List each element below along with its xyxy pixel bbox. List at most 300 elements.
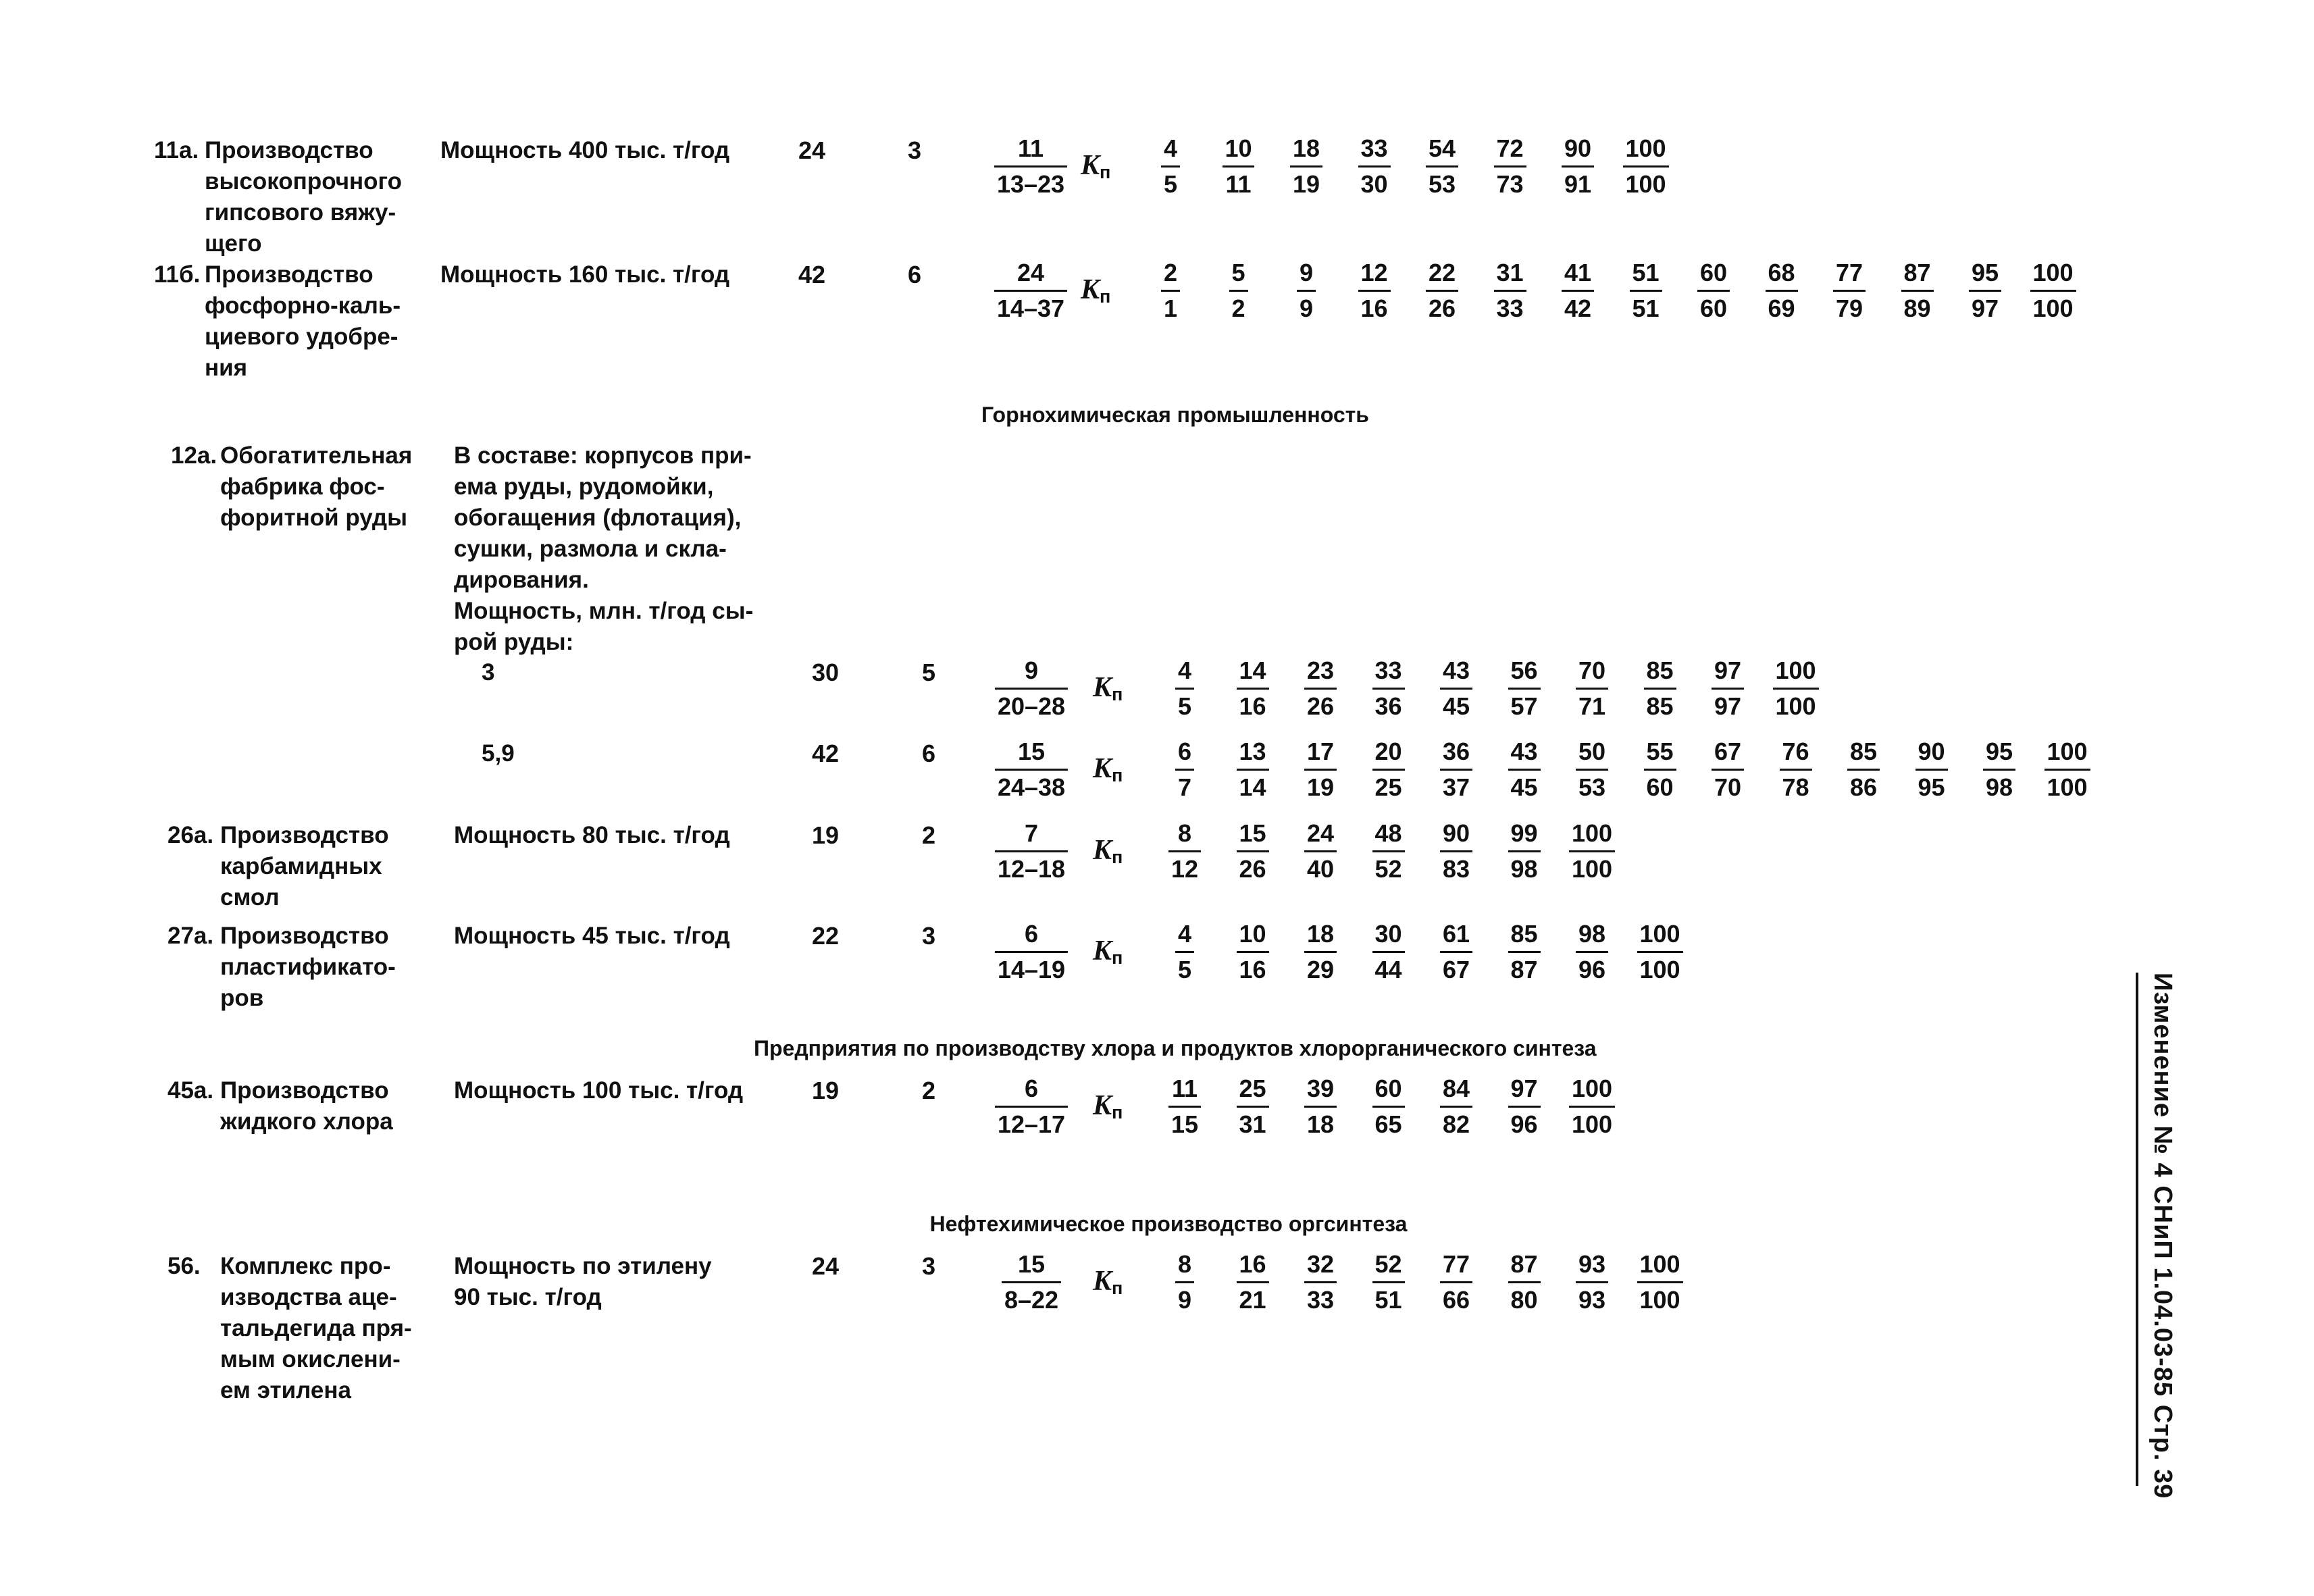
item-name-line: пластификато- [220,954,396,980]
kp-numerator: 67 [1714,738,1742,765]
kp-value-fraction [1697,258,1730,324]
kp-numerator: 85 [1849,738,1878,765]
kp-value-fraction [1493,134,1526,199]
kp-numerator: 100 [1571,819,1613,847]
kp-numerator: 77 [1442,1250,1470,1278]
kp-value-fraction [1969,258,2001,324]
kp-numerator: 100 [1775,657,1816,684]
kp-denominator: 80 [1508,1281,1540,1315]
item-name-line: мым окислени- [220,1346,401,1372]
kp-value-fraction [1175,656,1194,721]
kp-value-fraction [1440,737,1472,802]
fraction-denominator: 12–18 [995,850,1068,884]
kp-denominator: 51 [1629,290,1662,324]
kp-value-fraction [1562,134,1594,199]
kp-numerator: 43 [1510,738,1538,765]
kp-subscript: п [1112,948,1123,968]
capacity-text-line: ема руды, рудомойки, [454,473,714,500]
kp-value-fraction [2030,258,2076,324]
kp-value-fraction [1372,737,1404,802]
kp-value-fraction [1304,1074,1337,1139]
item-name-line: фосфорно-каль- [205,292,401,319]
kp-numerator: 18 [1306,920,1335,948]
kp-denominator: 83 [1440,850,1472,884]
fraction-numerator: 9 [1024,657,1039,684]
kp-value-fraction [1915,737,1947,802]
kp-subscript: п [1100,162,1111,182]
kp-value-fraction [1712,656,1744,721]
kp-denominator: 21 [1236,1281,1268,1315]
kp-denominator: 95 [1915,769,1947,802]
kp-denominator: 5 [1175,688,1194,721]
kp-denominator: 60 [1643,769,1676,802]
kp-numerator: 93 [1578,1250,1606,1278]
capacity-value: 3 [482,659,495,686]
kp-numerator: 68 [1768,259,1795,286]
kp-numerator: 84 [1442,1075,1470,1102]
capacity-text-line: рой руды: [454,629,574,655]
item-name-line: Обогатительная [220,442,413,469]
kp-numerator: 4 [1177,920,1192,948]
kp-letter: K [1093,935,1112,967]
kp-numerator: 76 [1782,738,1809,765]
kp-numerator: 55 [1646,738,1674,765]
kp-value-fraction [1637,1250,1682,1315]
kp-denominator: 16 [1236,688,1268,721]
kp-denominator: 66 [1440,1281,1472,1315]
kp-denominator: 96 [1576,951,1608,985]
kp-denominator: 87 [1508,951,1540,985]
capacity-text-line: Мощность, млн. т/год сы- [454,598,754,624]
capacity-text-line: дирования. [454,567,589,593]
months-fraction [995,819,1068,884]
kp-value-fraction [1440,1074,1472,1139]
fraction-denominator: 13–23 [994,165,1067,199]
kp-denominator: 96 [1508,1106,1540,1139]
capacity-text-line: Мощность 100 тыс. т/год [454,1077,744,1104]
kp-denominator: 89 [1901,290,1933,324]
kp-denominator: 16 [1358,290,1390,324]
row-number: 12а. [171,442,217,469]
kp-numerator: 4 [1177,657,1192,684]
kp-value-fraction [1637,919,1682,985]
kp-letter: K [1093,672,1112,703]
kp-value-fraction [1508,1074,1540,1139]
kp-value-fraction [1168,819,1201,884]
kp-denominator: 11 [1223,165,1254,199]
kp-numerator: 9 [1299,259,1314,286]
kp-numerator: 36 [1442,738,1470,765]
kp-numerator: 41 [1564,259,1592,286]
kp-value-fraction [1779,737,1811,802]
kp-denominator: 69 [1765,290,1797,324]
kp-value-fraction [1304,819,1337,884]
kp-numerator: 95 [1985,738,2013,765]
kp-numerator: 13 [1239,738,1266,765]
kp-value-fraction [1229,258,1248,324]
kp-denominator: 1 [1161,290,1180,324]
kp-numerator: 95 [1971,259,1999,286]
kp-numerator: 97 [1714,657,1742,684]
kp-denominator: 71 [1576,688,1608,721]
kp-value-fraction [1372,819,1404,884]
kp-value-fraction [1508,819,1540,884]
kp-value-fraction [1847,737,1880,802]
kp-denominator: 19 [1290,165,1322,199]
kp-denominator: 86 [1847,769,1880,802]
kp-denominator: 36 [1372,688,1404,721]
item-name-line: смол [220,884,280,910]
kp-denominator: 45 [1440,688,1472,721]
kp-value-fraction [1508,737,1540,802]
capacity-text-line: Мощность 160 тыс. т/год [440,261,730,288]
kp-value-fraction [1168,1074,1201,1139]
kp-numerator: 90 [1564,134,1592,162]
kp-value-fraction [2044,737,2090,802]
kp-denominator: 73 [1493,165,1526,199]
kp-numerator: 10 [1225,134,1252,162]
duration-preparatory: 3 [922,922,936,950]
kp-value-fraction [1175,737,1194,802]
duration-preparatory: 2 [922,1077,936,1104]
kp-denominator: 7 [1175,769,1194,802]
kp-value-fraction [1772,656,1818,721]
row-number: 26а. [168,822,214,848]
kp-numerator: 12 [1360,259,1388,286]
item-name-line: Производство [205,261,374,288]
item-name-line: тальдегида пря- [220,1315,412,1341]
kp-denominator: 52 [1372,850,1404,884]
kp-denominator: 82 [1440,1106,1472,1139]
kp-value-fraction [1358,258,1390,324]
kp-denominator: 44 [1372,951,1404,985]
kp-value-fraction [1643,656,1676,721]
kp-value-fraction [1440,656,1472,721]
kp-denominator: 45 [1508,769,1540,802]
duration-total: 42 [798,261,826,288]
fraction-numerator: 6 [1024,920,1039,948]
kp-denominator: 16 [1236,951,1268,985]
kp-value-fraction [1161,258,1180,324]
kp-numerator: 100 [1571,1075,1613,1102]
kp-denominator: 67 [1440,951,1472,985]
kp-symbol [1081,274,1110,312]
months-fraction [995,737,1068,802]
kp-numerator: 6 [1177,738,1192,765]
kp-denominator: 26 [1426,290,1458,324]
row-number: 56. [168,1253,201,1279]
kp-denominator: 29 [1304,951,1337,985]
kp-value-fraction [1175,919,1194,985]
fraction-denominator: 8–22 [1002,1281,1061,1315]
kp-denominator: 37 [1440,769,1472,802]
kp-denominator: 78 [1779,769,1811,802]
kp-value-fraction [1236,1074,1268,1139]
section-heading: Предприятия по производству хлора и продуктов хлорорганического синтеза [754,1036,1597,1060]
kp-denominator: 42 [1562,290,1594,324]
kp-numerator: 8 [1177,819,1192,847]
months-fraction [1002,1250,1061,1315]
kp-denominator: 53 [1426,165,1458,199]
kp-value-fraction [1372,1250,1404,1315]
item-name-line: форитной руды [220,505,407,531]
kp-value-fraction [1222,134,1254,199]
item-name-line: циевого удобре- [205,324,398,350]
kp-letter: K [1093,835,1112,866]
duration-total: 30 [812,659,840,686]
kp-value-fraction [1358,134,1390,199]
kp-denominator: 100 [1622,165,1668,199]
kp-numerator: 8 [1177,1250,1192,1278]
months-fraction [995,656,1068,721]
kp-denominator: 100 [2030,290,2076,324]
capacity-text-line: Мощность 45 тыс. т/год [454,923,730,949]
kp-denominator: 12 [1168,850,1201,884]
kp-letter: K [1093,1266,1112,1297]
kp-numerator: 25 [1239,1075,1266,1102]
kp-denominator: 100 [1637,951,1682,985]
kp-numerator: 23 [1306,657,1335,684]
kp-value-fraction [1290,134,1322,199]
kp-denominator: 40 [1304,850,1337,884]
kp-symbol [1093,753,1123,791]
capacity-text-line: Мощность 400 тыс. т/год [440,137,730,163]
kp-value-fraction [1236,819,1268,884]
months-fraction [994,134,1067,199]
kp-symbol [1081,150,1110,188]
kp-value-fraction [1236,656,1268,721]
months-fraction [994,258,1067,324]
kp-numerator: 32 [1306,1250,1335,1278]
kp-numerator: 61 [1442,920,1470,948]
kp-value-fraction [1576,737,1608,802]
kp-denominator: 93 [1576,1281,1608,1315]
item-name-line: гипсового вяжу- [205,199,396,226]
item-name-line: изводства аце- [220,1284,397,1310]
kp-subscript: п [1112,1278,1123,1298]
duration-total: 22 [812,922,840,950]
fraction-denominator: 14–37 [994,290,1067,324]
kp-numerator: 31 [1496,259,1524,286]
kp-denominator: 9 [1297,290,1316,324]
kp-value-fraction [1372,656,1404,721]
kp-value-fraction [1304,656,1337,721]
capacity-value: 5,9 [482,740,515,767]
kp-denominator: 9 [1175,1281,1194,1315]
kp-symbol [1093,1266,1123,1304]
kp-denominator: 79 [1833,290,1866,324]
kp-value-fraction [1426,258,1458,324]
duration-total: 42 [812,740,840,767]
duration-preparatory: 2 [922,821,936,849]
kp-value-fraction [1440,919,1472,985]
kp-value-fraction [1161,134,1180,199]
kp-numerator: 85 [1510,920,1538,948]
capacity-text-line: Мощность 80 тыс. т/год [454,822,730,848]
kp-denominator: 91 [1562,165,1594,199]
kp-numerator: 15 [1239,819,1266,847]
kp-denominator: 18 [1304,1106,1337,1139]
duration-preparatory: 6 [908,261,922,288]
kp-value-fraction [1236,1250,1268,1315]
kp-denominator: 33 [1493,290,1526,324]
kp-denominator: 65 [1372,1106,1404,1139]
kp-denominator: 26 [1236,850,1268,884]
kp-numerator: 90 [1442,819,1470,847]
kp-numerator: 100 [2047,738,2088,765]
kp-value-fraction [1576,919,1608,985]
kp-value-fraction [1983,737,2015,802]
kp-value-fraction [1712,737,1744,802]
kp-value-fraction [1304,737,1337,802]
kp-denominator: 15 [1168,1106,1201,1139]
fraction-denominator: 20–28 [995,688,1068,721]
kp-denominator: 98 [1983,769,2015,802]
kp-value-fraction [1372,1074,1404,1139]
kp-value-fraction [1236,737,1268,802]
kp-value-fraction [1236,919,1268,985]
fraction-denominator: 12–17 [995,1106,1068,1139]
kp-symbol [1093,835,1123,873]
kp-denominator: 57 [1508,688,1540,721]
kp-denominator: 30 [1358,165,1390,199]
kp-denominator: 100 [1569,1106,1615,1139]
kp-value-fraction [1297,258,1316,324]
kp-numerator: 24 [1306,819,1335,847]
duration-total: 24 [812,1252,840,1280]
duration-total: 19 [812,1077,840,1104]
kp-denominator: 25 [1372,769,1404,802]
kp-value-fraction [1901,258,1933,324]
kp-value-fraction [1508,656,1540,721]
kp-letter: K [1081,150,1100,181]
item-name-line: высокопрочного [205,168,403,195]
kp-value-fraction [1304,919,1337,985]
duration-preparatory: 6 [922,740,936,767]
kp-value-fraction [1569,1074,1615,1139]
fraction-numerator: 6 [1024,1075,1039,1102]
kp-subscript: п [1112,1102,1123,1123]
row-number: 45а. [168,1077,214,1104]
kp-value-fraction [1643,737,1676,802]
kp-denominator: 98 [1508,850,1540,884]
kp-denominator: 5 [1161,165,1180,199]
capacity-text-line: 90 тыс. т/год [454,1284,602,1310]
kp-value-fraction [1629,258,1662,324]
kp-value-fraction [1576,656,1608,721]
kp-value-fraction [1175,1250,1194,1315]
kp-numerator: 16 [1239,1250,1266,1278]
kp-symbol [1093,672,1123,710]
kp-letter: K [1081,274,1100,305]
item-name-line: карбамидных [220,853,382,879]
kp-value-fraction [1426,134,1458,199]
duration-preparatory: 3 [908,136,922,164]
item-name-line: Производство [205,137,374,163]
item-name-line: жидкого хлора [220,1108,393,1135]
kp-numerator: 48 [1374,819,1402,847]
item-name-line: Производство [220,1077,389,1104]
kp-value-fraction [1562,258,1594,324]
months-fraction [995,1074,1068,1139]
kp-numerator: 100 [1625,134,1666,162]
kp-denominator: 2 [1229,290,1248,324]
fraction-numerator: 24 [1017,259,1045,286]
kp-denominator: 97 [1969,290,2001,324]
kp-numerator: 18 [1292,134,1320,162]
kp-numerator: 60 [1374,1075,1402,1102]
fraction-denominator: 24–38 [995,769,1068,802]
kp-numerator: 54 [1428,134,1456,162]
section-heading: Нефтехимическое производство оргсинтеза [929,1212,1408,1236]
kp-denominator: 19 [1304,769,1337,802]
kp-value-fraction [1569,819,1615,884]
row-number: 11б. [154,261,201,288]
kp-value-fraction [1440,819,1472,884]
kp-numerator: 22 [1428,259,1456,286]
kp-denominator: 31 [1236,1106,1268,1139]
kp-numerator: 17 [1306,738,1335,765]
section-heading: Горнохимическая промышленность [981,403,1369,427]
kp-denominator: 60 [1697,290,1730,324]
kp-letter: K [1093,1090,1112,1121]
kp-numerator: 77 [1835,259,1863,286]
kp-subscript: п [1112,684,1123,704]
item-name-line: ров [220,985,264,1011]
kp-numerator: 100 [1639,920,1680,948]
kp-denominator: 26 [1304,688,1337,721]
kp-value-fraction [1372,919,1404,985]
fraction-numerator: 11 [1017,134,1044,162]
kp-numerator: 100 [1639,1250,1680,1278]
kp-numerator: 87 [1903,259,1931,286]
kp-denominator: 100 [1772,688,1818,721]
item-name-line: фабрика фос- [220,473,385,500]
fraction-numerator: 7 [1024,819,1039,847]
kp-numerator: 56 [1510,657,1538,684]
kp-numerator: 52 [1374,1250,1402,1278]
kp-numerator: 33 [1360,134,1388,162]
kp-value-fraction [1833,258,1866,324]
row-number: 11а. [154,137,199,163]
kp-denominator: 97 [1712,688,1744,721]
kp-numerator: 60 [1699,259,1728,286]
kp-value-fraction [1508,1250,1540,1315]
kp-denominator: 51 [1372,1281,1404,1315]
kp-denominator: 100 [1569,850,1615,884]
kp-symbol [1093,935,1123,973]
kp-numerator: 43 [1442,657,1470,684]
item-name-line: щего [205,230,262,257]
capacity-text-line: В составе: корпусов при- [454,442,752,469]
kp-symbol [1093,1090,1123,1128]
kp-numerator: 100 [2032,259,2074,286]
kp-subscript: п [1112,847,1123,867]
kp-letter: K [1093,753,1112,784]
capacity-text-line: сушки, размола и скла- [454,536,727,562]
kp-numerator: 50 [1578,738,1606,765]
fraction-numerator: 15 [1017,738,1046,765]
kp-numerator: 51 [1632,259,1660,286]
item-name-line: Производство [220,923,389,949]
kp-numerator: 20 [1374,738,1402,765]
kp-denominator: 14 [1236,769,1268,802]
kp-value-fraction [1622,134,1668,199]
capacity-text-line: обогащения (флотация), [454,505,742,531]
kp-numerator: 70 [1578,657,1606,684]
kp-numerator: 98 [1578,920,1606,948]
duration-total: 24 [798,136,826,164]
